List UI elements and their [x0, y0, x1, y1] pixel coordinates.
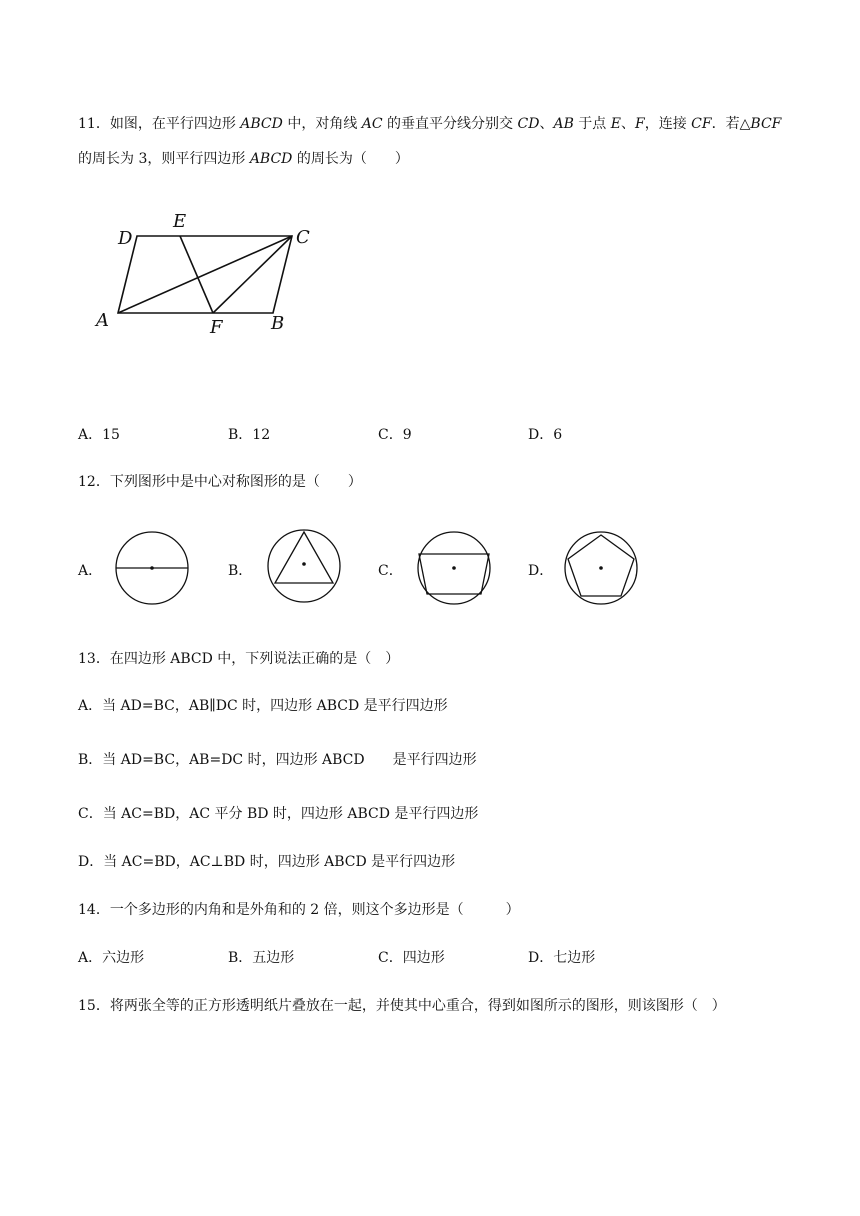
- q12-circle-trapezoid-figure: [414, 528, 494, 608]
- label-A: A: [96, 310, 109, 331]
- label-F: F: [210, 317, 223, 338]
- q12-option-a-label: A．: [78, 563, 103, 579]
- q12-circle-pentagon-figure: [561, 528, 641, 608]
- q13-option-c: C．当 AC=BD，AC 平分 BD 时，四边形 ABCD 是平行四边形: [78, 806, 479, 822]
- q11-option-c: C．9: [378, 427, 412, 443]
- q14-option-a: A．六边形: [78, 950, 145, 966]
- q14-option-b: B．五边形: [228, 950, 295, 966]
- q12-stem: 12．下列图形中是中心对称图形的是（ ）: [78, 474, 362, 490]
- label-E: E: [173, 211, 187, 232]
- q12-option-b-label: B．: [228, 563, 253, 579]
- q11-option-b: B．12: [228, 427, 271, 443]
- q12-option-c-label: C．: [378, 563, 403, 579]
- q11-option-d: D．6: [528, 427, 563, 443]
- q11-stem-line1: 11．如图，在平行四边形 ABCD 中，对角线 AC 的垂直平分线分别交 CD、AB 于点 E、F，连接 CF．若△BCF: [78, 116, 782, 132]
- q13-option-b: B．当 AD=BC，AB=DC 时，四边形 ABCD 是平行四边形: [78, 752, 477, 768]
- q12-circle-diameter-figure: [112, 530, 192, 610]
- q13-option-d: D．当 AC=BD，AC⊥BD 时，四边形 ABCD 是平行四边形: [78, 854, 456, 870]
- q14-option-d: D．七边形: [528, 950, 596, 966]
- label-C: C: [296, 227, 310, 248]
- q12-option-d-label: D．: [528, 563, 554, 579]
- q14-stem: 14．一个多边形的内角和是外角和的 2 倍，则这个多边形是（ ）: [78, 902, 520, 918]
- label-B: B: [271, 313, 285, 334]
- q14-option-c: C．四边形: [378, 950, 445, 966]
- q12-circle-triangle-figure: [264, 526, 344, 606]
- q11-option-a: A．15: [78, 427, 120, 443]
- q13-option-a: A．当 AD=BC，AB∥DC 时，四边形 ABCD 是平行四边形: [78, 698, 448, 714]
- label-D: D: [118, 228, 133, 249]
- q11-stem-line2: 的周长为 3，则平行四边形 ABCD 的周长为（ ）: [78, 151, 409, 167]
- q15-stem: 15．将两张全等的正方形透明纸片叠放在一起，并使其中心重合，得到如图所示的图形，则该图形（ ）: [78, 998, 726, 1014]
- q13-stem: 13．在四边形 ABCD 中，下列说法正确的是（ ）: [78, 651, 400, 667]
- q11-parallelogram-figure: [90, 205, 330, 345]
